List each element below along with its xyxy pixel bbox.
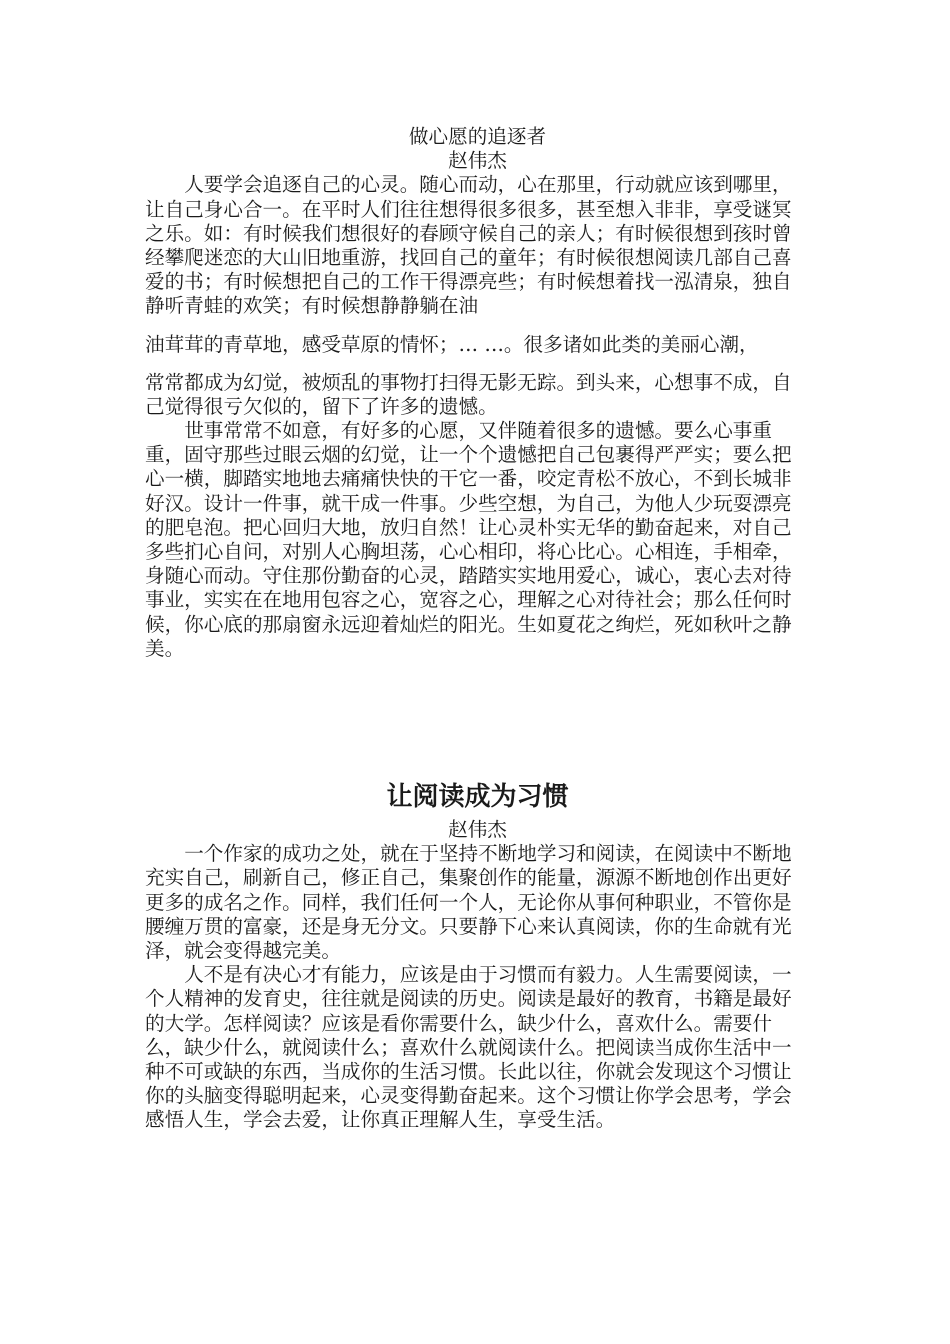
article-1-author: 赵伟杰	[448, 149, 507, 173]
article-1-paragraph-1-continued: 油茸茸的青草地，感受草原的情怀；… …。很多诸如此类的美丽心潮，	[145, 332, 759, 356]
article-1	[145, 125, 810, 661]
article-2-author: 赵伟杰	[448, 818, 507, 841]
article-2-paragraph-1: 一个作家的成功之处，就在于坚持不断地学习和阅读，在阅读中不断地充实自己，刷新自己，修正自己，集聚创作的能量，源源不断地创作出更好更多的成名之作。同样，我们任何一个人，无论你从事何种职业，不管你是腰缠万贯的富豪，还是身无分文。只要静下心来认真阅读，你的生命就有光泽，就会变得越完美。	[145, 842, 792, 963]
article-1-paragraph-1-end: 常常都成为幻觉，被烦乱的事物打扫得无影无踪。到头来，心想事不成，自己觉得很亏欠似的，留下了许多的遗憾。	[145, 370, 792, 418]
article-2-title: 让阅读成为习惯	[386, 782, 569, 812]
article-1-paragraph-1: 人要学会追逐自己的心灵。随心而动，心在那里，行动就应该到哪里，让自己身心合一。在平时人们往往想得很多很多，甚至想入非非，享受谜冥之乐。如：有时候我们想很好的春顾守候自己的亲人；有时候很想到孩时曾经攀爬迷恋的大山旧地重游，找回自己的童年；有时候很想阅读几部自己喜爱的书；有时候想把自己的工作干得漂亮些；有时候想着找一泓清泉，独自静听青蛙的欢笑；有时候想静静躺在油	[145, 173, 792, 318]
article-1-title: 做心愿的追逐者	[408, 125, 547, 148]
article-1-paragraph-2: 世事常常不如意，有好多的心愿，又伴随着很多的遗憾。要么心事重重，固守那些过眼云烟的幻觉，让一个个遗憾把自己包裹得严严实；要么把心一横，脚踏实地地去痛痛快快的干它一番，咬定青松不放心，不到长城非好汉。设计一件事，就干成一件事。少些空想，为自己，为他人少玩耍漂亮的肥皂泡。把心回归大地，放归自然！让心灵朴实无华的勤奋起来，对自己多些扪心自问，对别人心胸坦荡，心心相印，将心比心。心相连，手相牵，身随心而动。守住那份勤奋的心灵，踏踏实实地用爱心，诚心，衷心去对待事业，实实在在地用包容之心，宽容之心，理解之心对待社会；那么任何时候，你心底的那扇窗永远迎着灿烂的阳光。生如夏花之绚烂，死如秋叶之静美。	[145, 419, 792, 660]
article-2-paragraph-2: 人不是有决心才有能力，应该是由于习惯而有毅力。人生需要阅读，一个人精神的发育史，往往就是阅读的历史。阅读是最好的教育，书籍是最好的大学。怎样阅读？应该是看你需要什么，缺少什么，喜欢什么。需要什么，缺少什么，就阅读什么；喜欢什么就阅读什么。把阅读当成你生活中一种不可或缺的东西，当成你的生活习惯。长此以往，你就会发现这个习惯让你的头脑变得聪明起来，心灵变得勤奋起来。这个习惯让你学会思考，学会感悟人生，学会去爱，让你真正理解人生，享受生活。	[145, 963, 792, 1132]
article-2	[145, 780, 810, 1133]
